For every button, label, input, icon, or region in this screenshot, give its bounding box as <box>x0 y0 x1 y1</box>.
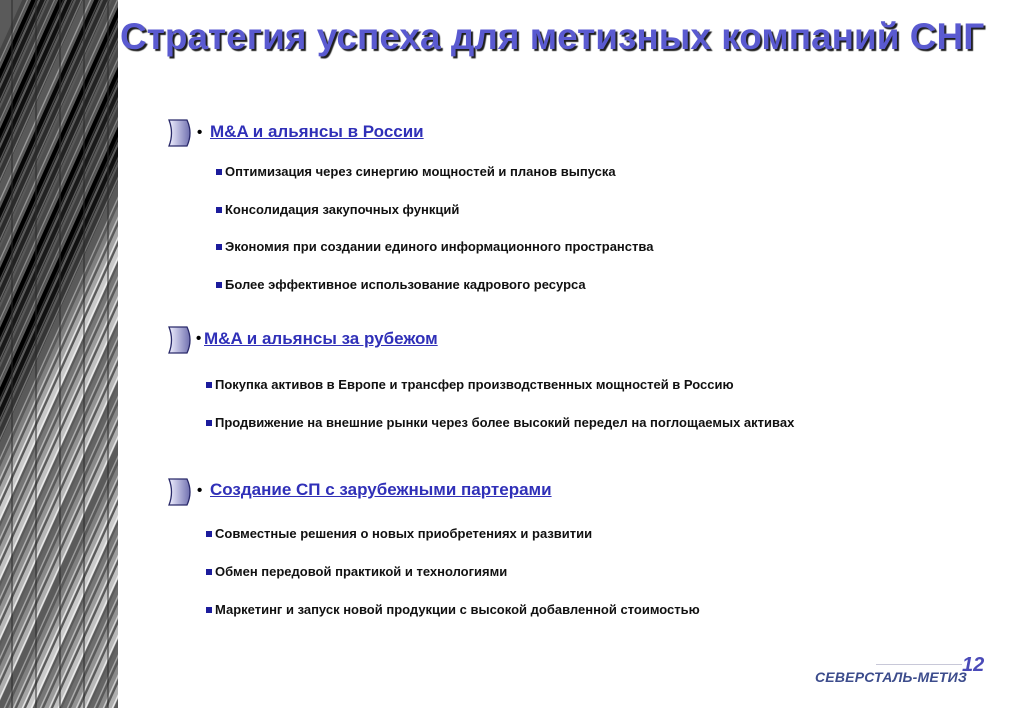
scroll-tab-icon <box>165 477 195 507</box>
square-bullet-icon <box>206 531 212 537</box>
list-item: Покупка активов в Европе и трансфер производственных мощностей в Россию <box>206 377 734 392</box>
square-bullet-icon <box>216 169 222 175</box>
section-bullet: • <box>196 330 202 347</box>
list-item: Экономия при создании единого информационного пространства <box>216 239 653 254</box>
logo-divider <box>876 664 962 665</box>
square-bullet-icon <box>216 244 222 250</box>
page-number: 12 <box>962 654 985 676</box>
scroll-tab-icon <box>165 325 195 355</box>
list-item: Продвижение на внешние рынки через более высокий передел на поглощаемых активах <box>206 415 794 430</box>
section-heading[interactable]: M&A и альянсы за рубежом <box>204 329 438 348</box>
section-heading[interactable]: M&A и альянсы в России <box>210 122 424 141</box>
steel-rope-image <box>0 0 118 708</box>
company-logo: СЕВЕРСТАЛЬ-МЕТИЗ <box>815 669 968 685</box>
square-bullet-icon <box>206 569 212 575</box>
list-item: Оптимизация через синергию мощностей и планов выпуска <box>216 164 616 179</box>
square-bullet-icon <box>206 382 212 388</box>
square-bullet-icon <box>206 607 212 613</box>
square-bullet-icon <box>206 420 212 426</box>
section-bullet: • <box>197 124 203 141</box>
list-item: Обмен передовой практикой и технологиями <box>206 564 507 579</box>
section-heading[interactable]: Создание СП с зарубежными партерами <box>210 480 552 499</box>
section-bullet: • <box>197 482 203 499</box>
square-bullet-icon <box>216 282 222 288</box>
list-item: Более эффективное использование кадрового ресурса <box>216 277 586 292</box>
scroll-tab-icon <box>165 118 195 148</box>
list-item: Консолидация закупочных функций <box>216 202 459 217</box>
page-title: Стратегия успеха для метизных компаний СНГ <box>120 16 985 57</box>
square-bullet-icon <box>216 207 222 213</box>
list-item: Маркетинг и запуск новой продукции с высокой добавленной стоимостью <box>206 602 700 617</box>
list-item: Совместные решения о новых приобретениях и развитии <box>206 526 592 541</box>
